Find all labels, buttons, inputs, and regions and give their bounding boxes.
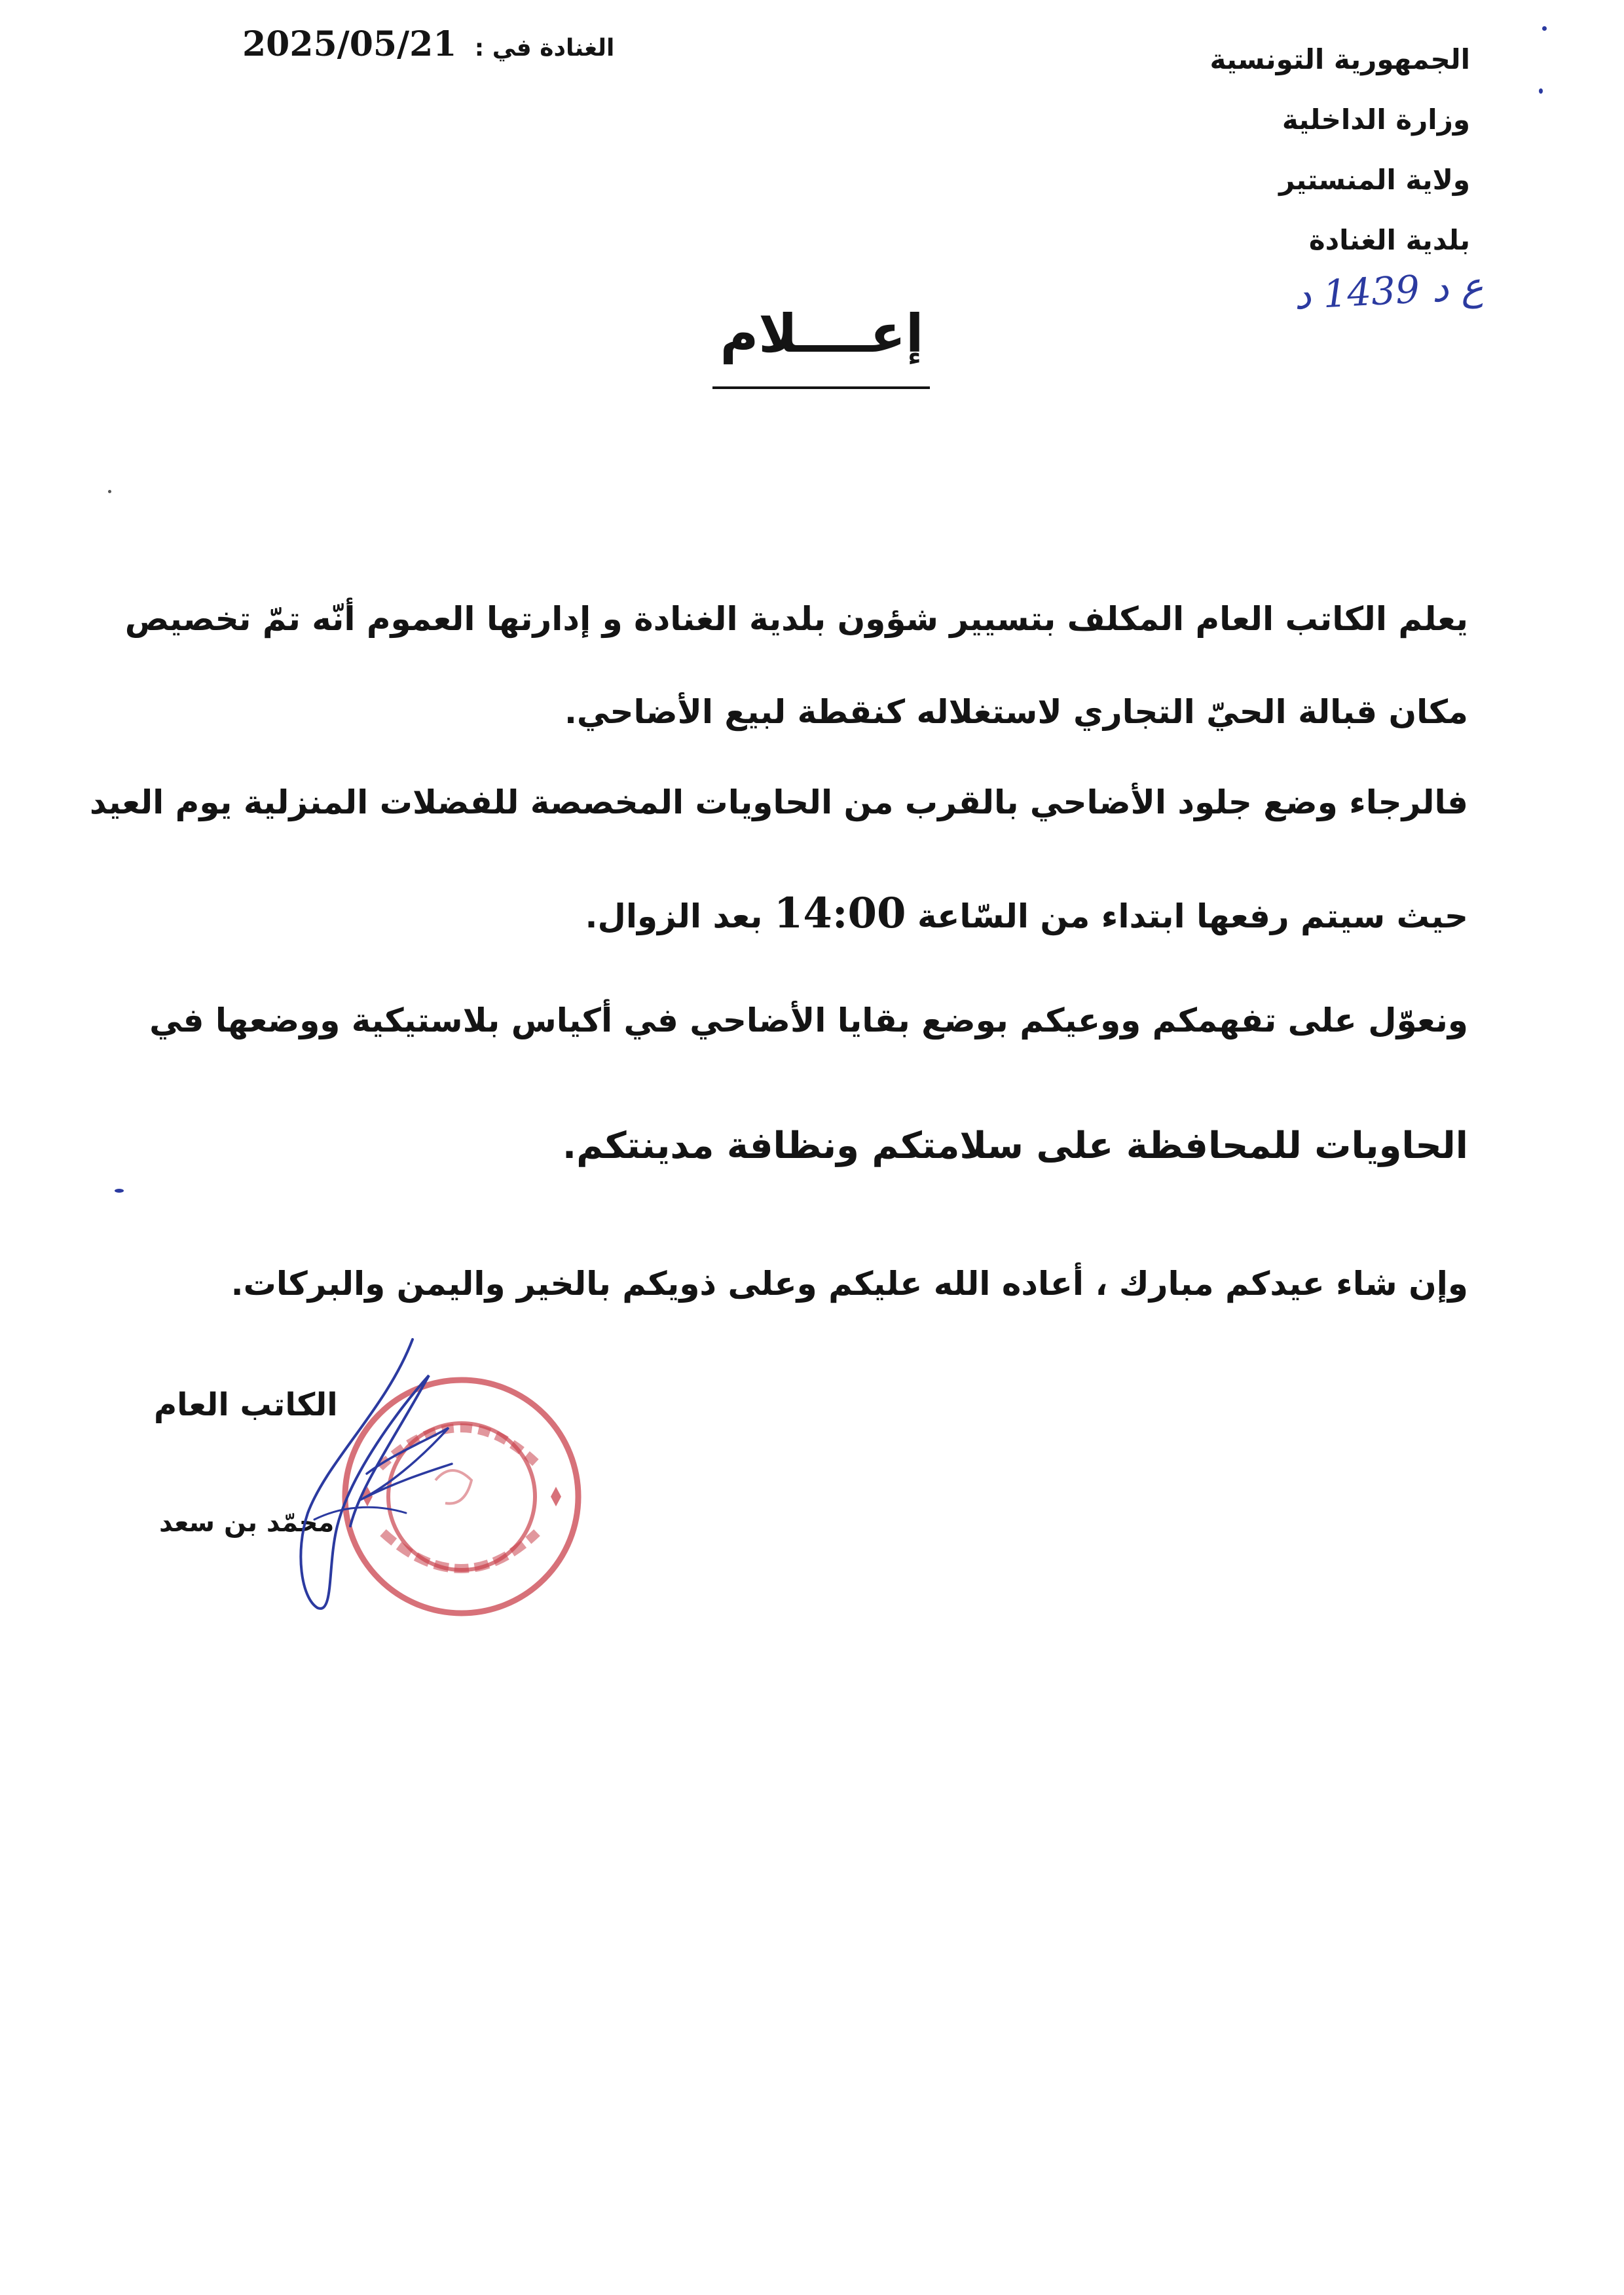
paragraph-2-line-2	[585, 887, 1468, 942]
paragraph-2-line-2-start: حيث سيتم رفعها ابتداء من السّاعة	[917, 897, 1468, 935]
handwritten-reference-number: ع د 1439 د	[1293, 263, 1485, 318]
header-governorate: ولاية المنستير	[1279, 164, 1470, 196]
document-title: إعــــلام	[720, 303, 924, 364]
date-value: 2025/05/21	[242, 24, 457, 64]
header-ministry: وزارة الداخلية	[1282, 103, 1470, 136]
paragraph-1-line-1: يعلم الكاتب العام المكلف بتسيير شؤون بلدية الغنادة و إدارتها العموم أنّه تمّ تخصيص	[124, 600, 1468, 638]
collection-time: 14:00	[773, 889, 906, 938]
paragraph-3-line-1: ونعوّل على تفهمكم ووعيكم بوضع بقايا الأضاحي في أكياس بلاستيكية ووضعها في	[149, 1001, 1468, 1039]
header-municipality: بلدية الغنادة	[1308, 224, 1470, 256]
handwritten-signature	[288, 1330, 458, 1618]
paragraph-4-line-1: وإن شاء عيدكم مبارك ، أعاده الله عليكم وعلى ذويكم بالخير واليمن والبركات.	[231, 1265, 1468, 1303]
paragraph-2-line-1: فالرجاء وضع جلود الأضاحي بالقرب من الحاويات المخصصة للفضلات المنزلية يوم العيد	[89, 783, 1468, 821]
title-underline	[712, 386, 930, 389]
scan-speck	[115, 1189, 124, 1193]
issuing-authority-block	[1012, 29, 1470, 271]
header-republic: الجمهورية التونسية	[1209, 43, 1470, 75]
signatory-name: محمّد بن سعد	[159, 1508, 335, 1538]
date-line	[242, 25, 614, 68]
date-label: الغنادة في :	[474, 35, 615, 62]
paragraph-2-line-2-end: بعد الزوال.	[585, 897, 763, 935]
signatory-title: الكاتب العام	[154, 1387, 338, 1423]
scan-speck	[108, 490, 111, 493]
scan-speck	[1539, 88, 1543, 94]
paragraph-3-line-2: الحاويات للمحافظة على سلامتكم ونظافة مدينتكم.	[562, 1125, 1468, 1167]
paragraph-1-line-2: مكان قبالة الحيّ التجاري لاستغلاله كنقطة لبيع الأضاحي.	[564, 693, 1468, 731]
scan-speck	[1542, 26, 1547, 31]
